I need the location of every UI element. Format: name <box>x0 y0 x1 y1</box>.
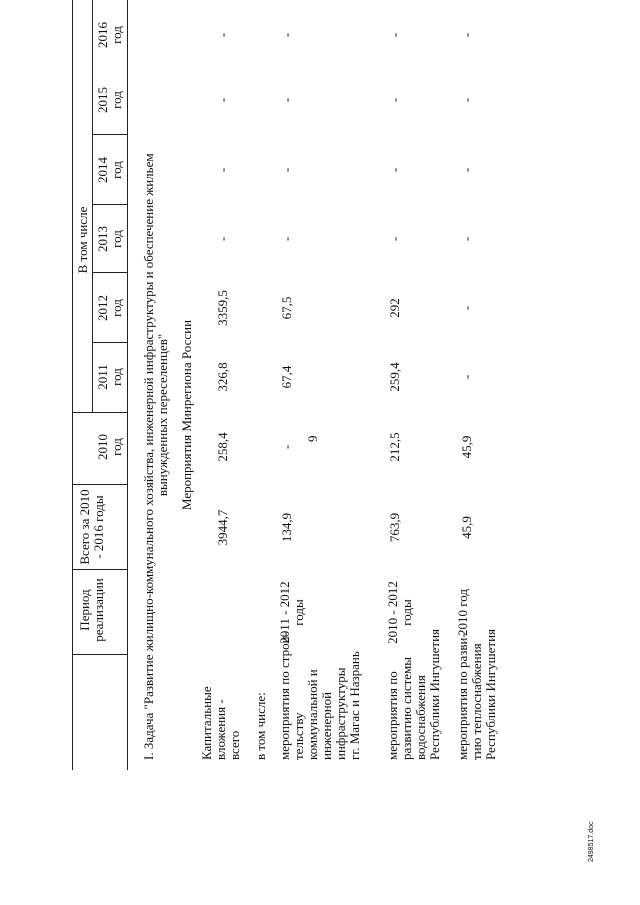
header-year-2015: 2015 год <box>95 87 124 113</box>
row-heat-2010: 45,9 <box>459 435 474 459</box>
rotated-table-area <box>0 60 640 840</box>
col-2016-in-that-rule <box>92 0 93 70</box>
row-magas-2011: 67,4 <box>279 365 294 389</box>
row-magas-2013: - <box>279 236 294 242</box>
row-water-2013: - <box>387 236 402 242</box>
header-year-2016-label: 2016 год <box>95 22 124 48</box>
row-magas-2016: - <box>279 32 294 38</box>
row-magas-period: 2011 - 2012 годы <box>277 581 306 644</box>
col-rule-2010 <box>72 484 128 485</box>
row-water-period: 2010 - 2012 годы <box>385 581 414 644</box>
row-capital-2010: 258,4 <box>215 432 230 462</box>
row-heat-period: 2010 год <box>455 589 470 636</box>
row-capital-2014: - <box>215 167 230 173</box>
row-heat-2014: - <box>459 167 474 173</box>
col-rule-period <box>72 654 128 655</box>
header-year-2010: 2010 год <box>95 434 124 460</box>
section-subtitle: Мероприятия Минрегиона России <box>179 319 194 511</box>
row-capital-total: 3944,7 <box>215 509 230 546</box>
row-water-2010: 212,5 <box>387 432 402 462</box>
page-number: 9 <box>305 435 320 442</box>
in-that-rule <box>92 65 93 413</box>
row-heat-2013: - <box>459 236 474 242</box>
row-heat-total: 45,9 <box>459 516 474 539</box>
row-water-total: 763,9 <box>387 512 402 543</box>
row-heat-2012: - <box>459 305 474 311</box>
document-reference: 2498517.doc <box>588 821 595 862</box>
header-total: Всего за 2010 - 2016 годы <box>77 489 106 565</box>
row-heat-2016: - <box>459 32 474 38</box>
header-period: Период реализации <box>77 578 106 642</box>
row-water-2015: - <box>387 97 402 103</box>
row-magas-2015: - <box>279 97 294 103</box>
year-2016-column <box>0 0 640 70</box>
col-2016-top-rule <box>72 0 73 70</box>
row-heat-2011: - <box>459 374 474 380</box>
row-heat-2015: - <box>459 97 474 103</box>
row-magas-name: мероприятия по строи- тельству коммунальной и инженерной инфраструктуры гг. Магас и Назрань <box>277 632 362 760</box>
header-bottom-rule <box>127 65 128 770</box>
row-water-2011: 259,4 <box>387 362 402 392</box>
table-top-rule <box>72 65 73 770</box>
row-water-2014: - <box>387 167 402 173</box>
row-magas-2014: - <box>279 167 294 173</box>
row-capital-2015: - <box>215 97 230 103</box>
row-water-2012: 292 <box>387 298 402 318</box>
row-water-name: мероприятия по развитию системы водоснабжения Республики Ингушетия <box>385 628 442 760</box>
row-heat-name: мероприятия по разви- тию теплоснабжения Республики Ингушетия <box>455 628 498 760</box>
section-title-line2: вынужденных переселенцев" <box>155 333 170 497</box>
row-magas-2012: 67,5 <box>279 296 294 320</box>
header-year-2011: 2011 год <box>95 364 124 390</box>
header-year-2013: 2013 год <box>95 226 124 252</box>
row-capital-2012: 3359,5 <box>215 290 230 326</box>
col-2016-header-rule <box>127 0 128 70</box>
row-magas-total: 134,9 <box>279 512 294 543</box>
row-including-label: в том числе: <box>253 692 268 760</box>
section-title-line1: I. Задача "Развитие жилищно-коммунального хозяйства, инженерной инфраструктуры и обеспечение жильем <box>141 153 156 760</box>
row-capital-name: Капитальные вложения - всего <box>199 686 242 760</box>
header-year-2012: 2012 год <box>95 295 124 321</box>
header-year-2014: 2014 год <box>95 157 124 183</box>
row-water-2016: - <box>387 32 402 38</box>
row-capital-2013: - <box>215 236 230 242</box>
row-capital-2016: - <box>215 32 230 38</box>
row-magas-2010: - <box>279 444 294 450</box>
header-in-that: В том числе <box>75 206 90 274</box>
row-capital-2011: 326,8 <box>215 362 230 392</box>
